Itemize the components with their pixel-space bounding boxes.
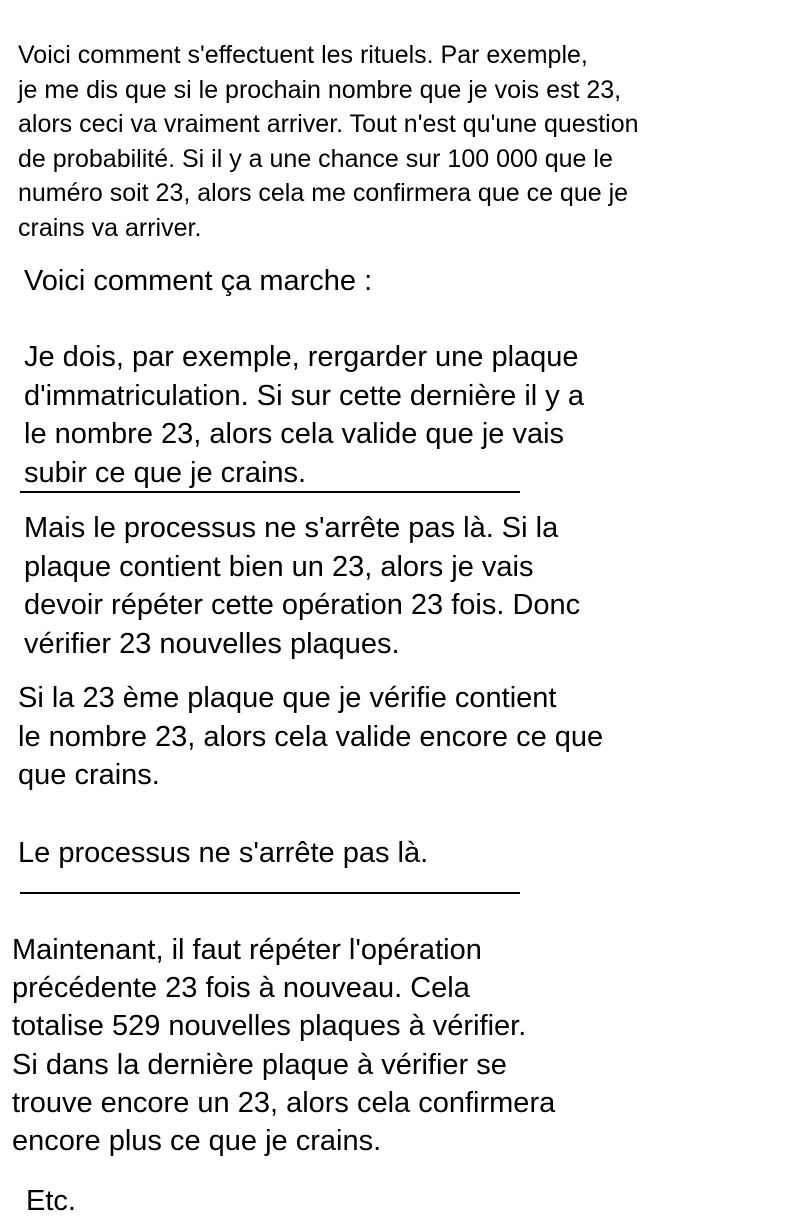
text-line: plaque contient bien un 23, alors je vais (24, 550, 534, 583)
divider-line (20, 892, 520, 894)
text-line: alors ceci va vraiment arriver. Tout n'est qu'une question (18, 110, 639, 138)
text-line: trouve encore un 23, alors cela confirmera (12, 1086, 556, 1119)
text-line: je me dis que si le prochain nombre que je vois est 23, (18, 75, 622, 104)
text-line: encore plus ce que je crains. (12, 1125, 382, 1158)
text-line: Mais le processus ne s'arrête pas là. Si la (24, 512, 559, 544)
text-line: numéro soit 23, alors cela me confirmera que ce que je (18, 179, 629, 207)
paragraph-process-repeat (24, 509, 580, 663)
paragraph-license-plate (24, 338, 584, 492)
text-line: le nombre 23, alors cela valide encore ce que (18, 720, 604, 753)
intro-paragraph (18, 38, 639, 245)
text-line: Maintenant, il faut répéter l'opération (12, 934, 482, 966)
text-line: Voici comment s'effectuent les rituels. Par exemple, (18, 41, 588, 69)
text-line: devoir répéter cette opération 23 fois. Donc (24, 589, 581, 621)
text-line: le nombre 23, alors cela valide que je vais (24, 418, 565, 450)
section-heading: Voici comment ça marche : (24, 265, 373, 297)
divider-line (20, 491, 520, 493)
text-line: d'immatriculation. Si sur cette dernière il y a (24, 379, 584, 412)
paragraph-529-plates (12, 931, 555, 1160)
text-line: totalise 529 nouvelles plaques à vérifier. (12, 1010, 527, 1043)
text-line: Si dans la dernière plaque à vérifier se (12, 1048, 507, 1081)
text-line: Je dois, par exemple, rergarder une plaque (24, 341, 579, 373)
paragraph-not-over: Le processus ne s'arrête pas là. (18, 837, 429, 869)
text-line: vérifier 23 nouvelles plaques. (24, 627, 400, 660)
text-line: crains va arriver. (18, 213, 202, 242)
paragraph-23rd-plate (18, 679, 603, 795)
text-line: précédente 23 fois à nouveau. Cela (12, 972, 470, 1005)
text-line: que crains. (18, 759, 160, 791)
text-line: Si la 23 ème plaque que je vérifie contient (18, 682, 557, 714)
text-line: de probabilité. Si il y a une chance sur 100 000 que le (18, 144, 613, 173)
closing-text: Etc. (26, 1185, 76, 1217)
text-line: subir ce que je crains. (24, 456, 307, 489)
